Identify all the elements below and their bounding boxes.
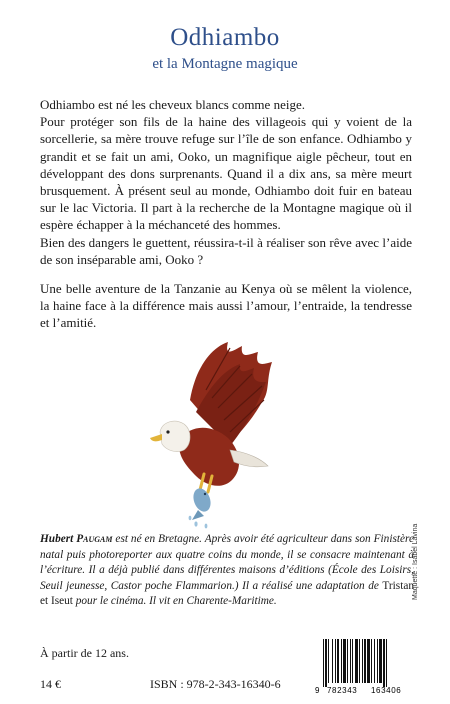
age-recommendation: À partir de 12 ans. (40, 646, 129, 660)
author-last-name: Paugam (76, 533, 113, 545)
synopsis-paragraph-1: Odhiambo est né les cheveux blancs comme neige. (40, 97, 305, 112)
book-title: Odhiambo (170, 24, 280, 51)
price: 14 € (40, 677, 61, 691)
barcode-bars (323, 639, 387, 687)
barcode-group-2: 163406 (371, 686, 402, 695)
eagle-beak (150, 434, 162, 441)
synopsis-paragraph-2: Pour protéger son fils de la haine des villageois qui y voient de la sorcellerie, sa mère trouve refuge sur l’île de son enfance. Odhiambo y grandit et se fait un ami, Ooko, un magnifique aigle pêcheur, tout en développant des dons surprenants. Quand il a dix ans, sa mère meurt brusquement. À présent seul au monde, Odhiambo doit fuir en bateau sur le lac Victoria. Il part à la recherche de la Montagne magique où il espère échapper à la méchanceté des hommes. (40, 114, 412, 233)
author-bio-text-1: est né en Bretagne. Après avoir été agriculteur dans son Finistère natal puis photoreporter aux quatre coins du monde, il se consacre maintenant à l’écriture. Il a déjà publié dans différentes maisons d’éditions (École des Loisirs, Seuil jeunesse, Castor poche Flammarion.) Il a réalisé une adaptation de (40, 533, 414, 592)
author-bio-text-2: pour le cinéma. Il vit en Charente-Maritime. (72, 595, 277, 607)
isbn: ISBN : 978-2-343-16340-6 (150, 677, 281, 691)
barcode-group-1: 782343 (327, 686, 358, 695)
author-work-title: Tristan et Iseut (40, 579, 414, 607)
author-bio (40, 532, 414, 610)
barcode-lead-digit: 9 (315, 686, 320, 695)
fish-icon (190, 486, 213, 520)
design-credit: Maquette : Isabel Lavina (412, 523, 419, 600)
synopsis-paragraph-3: Bien des dangers le guettent, réussira-t-il à réaliser son rêve avec l’aide de son inséparable ami, Ooko ? (40, 234, 412, 267)
eagle-head (160, 421, 190, 451)
barcode-icon (315, 637, 415, 695)
book-subtitle: et la Montagne magique (152, 56, 298, 72)
author-first-name: Hubert (40, 533, 74, 545)
synopsis (40, 96, 412, 332)
synopsis-paragraph-4: Une belle aventure de la Tanzanie au Kenya où se mêlent la violence, la haine face à la différence mais aussi l’amour, l’entraide, la tendresse et l’amitié. (40, 281, 412, 331)
fish-eagle-illustration (150, 340, 280, 530)
